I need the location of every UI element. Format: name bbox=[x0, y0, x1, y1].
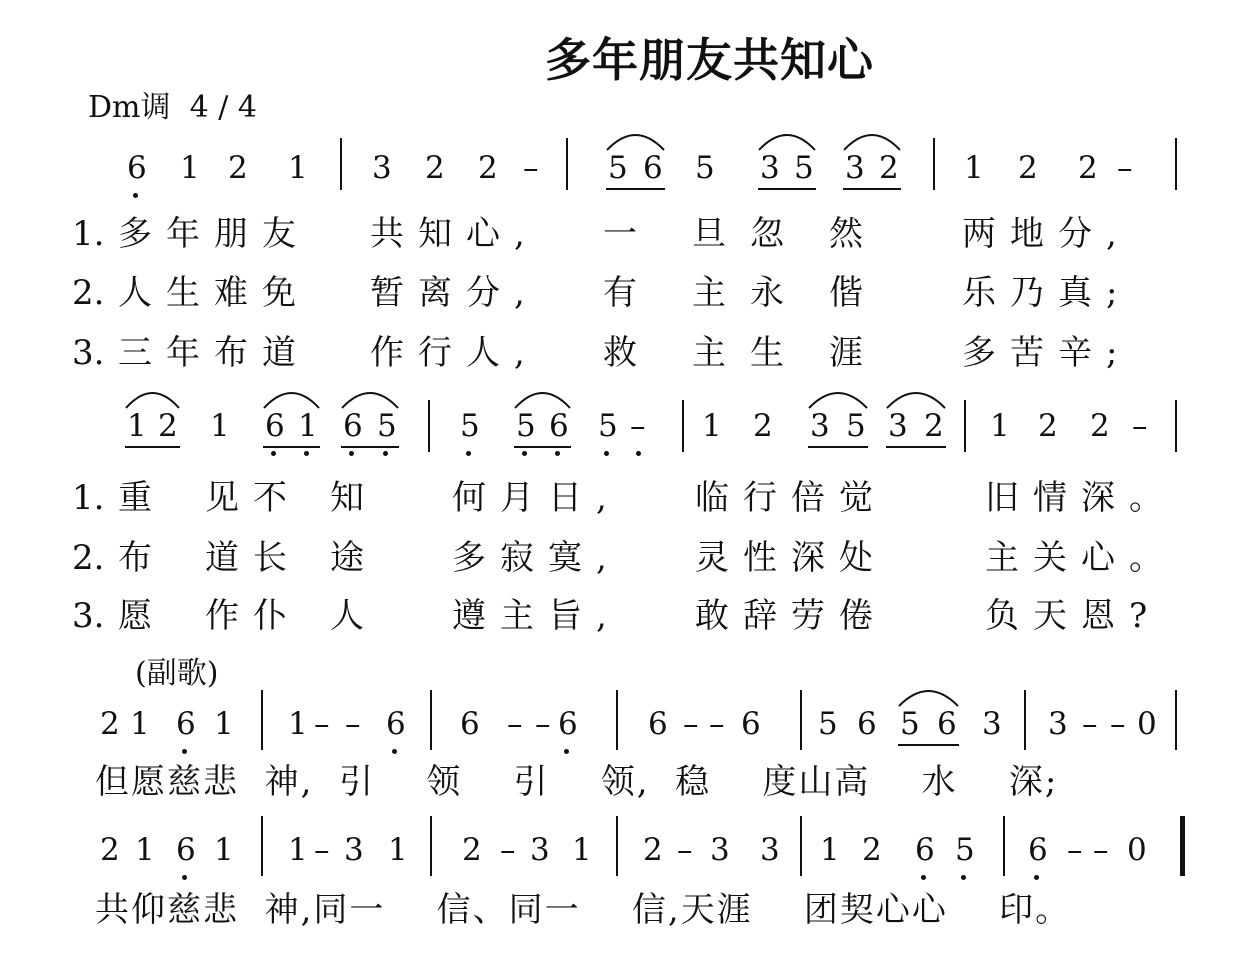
jianpu-note: 5 bbox=[695, 150, 715, 186]
jianpu-note: 3 bbox=[344, 832, 364, 868]
barline bbox=[428, 400, 430, 452]
verse-number: 3. bbox=[72, 596, 105, 636]
barline bbox=[1003, 816, 1005, 876]
refrain-label: (副歌) bbox=[135, 656, 219, 691]
jianpu-note: 3 bbox=[372, 150, 392, 186]
jianpu-note: 6 bbox=[127, 150, 147, 186]
barline bbox=[261, 816, 263, 876]
lyric-text: 一 bbox=[603, 214, 651, 254]
jianpu-note: 1 bbox=[288, 832, 308, 868]
lyric-text: 愿 bbox=[118, 596, 166, 636]
jianpu-note: 2 bbox=[1078, 150, 1098, 186]
dash-mark: – bbox=[677, 832, 693, 868]
barline bbox=[1024, 690, 1026, 750]
jianpu-note: 1 bbox=[127, 408, 147, 444]
beam-underline bbox=[514, 446, 571, 448]
jianpu-note: 6 bbox=[1028, 832, 1048, 868]
jianpu-note: 3 bbox=[888, 408, 908, 444]
jianpu-note: 5 bbox=[598, 408, 618, 444]
octave-dot bbox=[383, 451, 388, 456]
final-barline bbox=[1180, 816, 1185, 876]
jianpu-note: 5 bbox=[516, 408, 536, 444]
octave-dot bbox=[604, 451, 609, 456]
lyric-text: 道长 bbox=[205, 538, 301, 578]
dash-mark: – bbox=[1082, 706, 1098, 742]
jianpu-note: 6 bbox=[176, 832, 196, 868]
lyric-text: 多苦辛; bbox=[962, 333, 1132, 373]
lyric-text: 负天恩? bbox=[985, 596, 1162, 636]
jianpu-note: 1 bbox=[572, 832, 592, 868]
jianpu-note: 3 bbox=[530, 832, 550, 868]
jianpu-note: 2 bbox=[478, 150, 498, 186]
lyric-text: 知 bbox=[330, 478, 378, 518]
dash-mark: – bbox=[1132, 408, 1148, 444]
barline bbox=[964, 400, 966, 452]
beam-underline bbox=[341, 446, 399, 448]
jianpu-note: 3 bbox=[1048, 706, 1068, 742]
octave-dot bbox=[392, 749, 397, 754]
jianpu-note: 1 bbox=[990, 408, 1010, 444]
slur-arc bbox=[341, 386, 399, 410]
jianpu-note: 3 bbox=[982, 706, 1002, 742]
octave-dot bbox=[182, 749, 187, 754]
lyric-text: 人生难免 bbox=[118, 273, 310, 313]
lyric-text: 主 bbox=[692, 273, 740, 313]
slur-arc bbox=[898, 684, 959, 708]
beam-underline bbox=[606, 188, 665, 190]
jianpu-note: 1 bbox=[964, 150, 984, 186]
jianpu-note: 5 bbox=[900, 706, 920, 742]
octave-dot bbox=[349, 451, 354, 456]
jianpu-note: 6 bbox=[643, 150, 663, 186]
barline bbox=[800, 816, 802, 876]
dash-mark: – bbox=[500, 832, 516, 868]
barline bbox=[800, 690, 802, 750]
barline bbox=[1175, 138, 1177, 190]
lyric-text: 然 bbox=[829, 214, 877, 254]
jianpu-note: 5 bbox=[794, 150, 814, 186]
beam-underline bbox=[263, 446, 320, 448]
lyric-text: 作行人, bbox=[370, 333, 539, 373]
octave-dot bbox=[1034, 875, 1039, 880]
jianpu-note: 2 bbox=[100, 832, 120, 868]
octave-dot bbox=[564, 749, 569, 754]
jianpu-note: 5 bbox=[377, 408, 397, 444]
jianpu-note: 3 bbox=[810, 408, 830, 444]
beam-underline bbox=[125, 446, 180, 448]
jianpu-note: 3 bbox=[710, 832, 730, 868]
lyric-text: 主关心。 bbox=[985, 538, 1177, 578]
dash-mark: – bbox=[535, 706, 551, 742]
jianpu-note: 6 bbox=[741, 706, 761, 742]
octave-dot bbox=[961, 875, 966, 880]
octave-dot bbox=[271, 451, 276, 456]
lyric-text: 重 bbox=[118, 478, 166, 518]
lyric-text: 旧情深。 bbox=[985, 478, 1177, 518]
barline bbox=[616, 690, 618, 750]
verse-number: 2. bbox=[72, 538, 105, 578]
jianpu-note: 5 bbox=[818, 706, 838, 742]
dash-mark: – bbox=[1093, 832, 1109, 868]
jianpu-note: 6 bbox=[343, 408, 363, 444]
lyric-text: 见不 bbox=[205, 478, 301, 518]
lyric-text: 涯 bbox=[829, 333, 877, 373]
jianpu-note: 2 bbox=[228, 150, 248, 186]
jianpu-note: 2 bbox=[1090, 408, 1110, 444]
key-signature: Dm调 4 / 4 bbox=[88, 90, 257, 125]
dash-mark: – bbox=[683, 706, 699, 742]
jianpu-note: 0 bbox=[1137, 706, 1157, 742]
jianpu-note: 6 bbox=[265, 408, 285, 444]
beam-underline bbox=[886, 446, 946, 448]
jianpu-note: 6 bbox=[460, 706, 480, 742]
slur-arc bbox=[758, 128, 816, 152]
jianpu-note: 6 bbox=[857, 706, 877, 742]
dash-mark: – bbox=[314, 832, 330, 868]
jianpu-note: 2 bbox=[753, 408, 773, 444]
lyric-text: 救 bbox=[603, 333, 651, 373]
lyric-text: 主 bbox=[692, 333, 740, 373]
jianpu-note: 2 bbox=[425, 150, 445, 186]
jianpu-note: 0 bbox=[1127, 832, 1147, 868]
verse-number: 1. bbox=[72, 214, 105, 254]
jianpu-note: 1 bbox=[702, 408, 722, 444]
song-title: 多年朋友共知心 bbox=[545, 33, 874, 87]
dash-mark: – bbox=[709, 706, 725, 742]
slur-arc bbox=[886, 386, 946, 410]
octave-dot bbox=[466, 451, 471, 456]
jianpu-note: 3 bbox=[760, 832, 780, 868]
barline bbox=[430, 816, 432, 876]
lyric-text: 人 bbox=[330, 596, 378, 636]
barline bbox=[1175, 400, 1177, 452]
lyric-text: 何月日, bbox=[452, 478, 621, 518]
octave-dot bbox=[921, 875, 926, 880]
verse-number: 2. bbox=[72, 273, 105, 313]
jianpu-note: 1 bbox=[288, 706, 308, 742]
verse-number: 3. bbox=[72, 333, 105, 373]
lyric-text: 布 bbox=[118, 538, 166, 578]
dash-mark: – bbox=[1117, 150, 1133, 186]
refrain-lyric-line: 但愿慈悲 神, 引 领 引 领, 稳 度山高 水 深; bbox=[95, 762, 1059, 802]
jianpu-note: 6 bbox=[386, 706, 406, 742]
jianpu-note: 2 bbox=[100, 706, 120, 742]
refrain-lyric-line: 共仰慈悲 神,同一 信、同一 信,天涯 团契心心 印。 bbox=[95, 890, 1072, 930]
jianpu-note: 3 bbox=[760, 150, 780, 186]
dash-mark: – bbox=[1110, 706, 1126, 742]
jianpu-note: 2 bbox=[862, 832, 882, 868]
slur-arc bbox=[606, 128, 665, 152]
lyric-text: 永 bbox=[750, 273, 798, 313]
octave-dot bbox=[304, 451, 309, 456]
lyric-text: 多年朋友 bbox=[118, 214, 310, 254]
beam-underline bbox=[843, 188, 901, 190]
jianpu-note: 2 bbox=[643, 832, 663, 868]
jianpu-note: 1 bbox=[820, 832, 840, 868]
jianpu-note: 1 bbox=[214, 832, 234, 868]
dash-mark: – bbox=[345, 706, 361, 742]
octave-dot bbox=[522, 451, 527, 456]
jianpu-note: 6 bbox=[915, 832, 935, 868]
lyric-text: 忽 bbox=[750, 214, 798, 254]
barline bbox=[933, 138, 935, 190]
jianpu-note: 2 bbox=[158, 408, 178, 444]
jianpu-note: 2 bbox=[879, 150, 899, 186]
lyric-text: 旦 bbox=[692, 214, 740, 254]
octave-dot bbox=[182, 875, 187, 880]
jianpu-note: 2 bbox=[1018, 150, 1038, 186]
jianpu-note: 1 bbox=[288, 150, 308, 186]
slur-arc bbox=[125, 386, 180, 410]
slur-arc bbox=[808, 386, 868, 410]
lyric-text: 遵主旨, bbox=[452, 596, 621, 636]
lyric-text: 多寂寞, bbox=[452, 538, 621, 578]
octave-dot bbox=[636, 451, 641, 456]
jianpu-note: 6 bbox=[549, 408, 569, 444]
lyric-text: 途 bbox=[330, 538, 378, 578]
jianpu-note: 1 bbox=[135, 832, 155, 868]
jianpu-note: 1 bbox=[180, 150, 200, 186]
dash-mark: – bbox=[314, 706, 330, 742]
jianpu-note: 1 bbox=[388, 832, 408, 868]
jianpu-note: 1 bbox=[130, 706, 150, 742]
lyric-text: 暂离分, bbox=[370, 273, 539, 313]
jianpu-note: 6 bbox=[648, 706, 668, 742]
lyric-text: 偕 bbox=[829, 273, 877, 313]
jianpu-note: 6 bbox=[937, 706, 957, 742]
octave-dot bbox=[555, 451, 560, 456]
barline bbox=[261, 690, 263, 750]
barline bbox=[616, 816, 618, 876]
octave-dot bbox=[133, 193, 138, 198]
lyric-text: 灵性深处 bbox=[695, 538, 887, 578]
jianpu-note: 6 bbox=[176, 706, 196, 742]
barline bbox=[340, 138, 342, 190]
slur-arc bbox=[514, 386, 571, 410]
slur-arc bbox=[843, 128, 901, 152]
barline bbox=[682, 400, 684, 452]
dash-mark: – bbox=[523, 150, 539, 186]
lyric-text: 生 bbox=[750, 333, 798, 373]
lyric-text: 共知心, bbox=[370, 214, 539, 254]
dash-mark: – bbox=[507, 706, 523, 742]
jianpu-note: 3 bbox=[845, 150, 865, 186]
lyric-text: 有 bbox=[603, 273, 651, 313]
jianpu-note: 1 bbox=[214, 706, 234, 742]
lyric-text: 临行倍觉 bbox=[695, 478, 887, 518]
lyric-text: 两地分, bbox=[962, 214, 1131, 254]
jianpu-note: 1 bbox=[298, 408, 318, 444]
slur-arc bbox=[263, 386, 320, 410]
lyric-text: 三年布道 bbox=[118, 333, 310, 373]
jianpu-note: 5 bbox=[846, 408, 866, 444]
jianpu-note: 5 bbox=[608, 150, 628, 186]
beam-underline bbox=[898, 744, 959, 746]
jianpu-note: 5 bbox=[460, 408, 480, 444]
lyric-text: 作仆 bbox=[205, 596, 301, 636]
barline bbox=[1175, 690, 1177, 750]
beam-underline bbox=[758, 188, 816, 190]
dash-mark: – bbox=[1067, 832, 1083, 868]
verse-number: 1. bbox=[72, 478, 105, 518]
dash-mark: – bbox=[630, 408, 646, 444]
jianpu-note: 2 bbox=[1038, 408, 1058, 444]
lyric-text: 乐乃真; bbox=[962, 273, 1132, 313]
jianpu-note: 5 bbox=[955, 832, 975, 868]
beam-underline bbox=[808, 446, 868, 448]
barline bbox=[430, 690, 432, 750]
lyric-text: 敢辞劳倦 bbox=[695, 596, 887, 636]
jianpu-note: 6 bbox=[558, 706, 578, 742]
jianpu-note: 2 bbox=[462, 832, 482, 868]
barline bbox=[566, 138, 568, 190]
jianpu-note: 1 bbox=[210, 408, 230, 444]
jianpu-note: 2 bbox=[924, 408, 944, 444]
